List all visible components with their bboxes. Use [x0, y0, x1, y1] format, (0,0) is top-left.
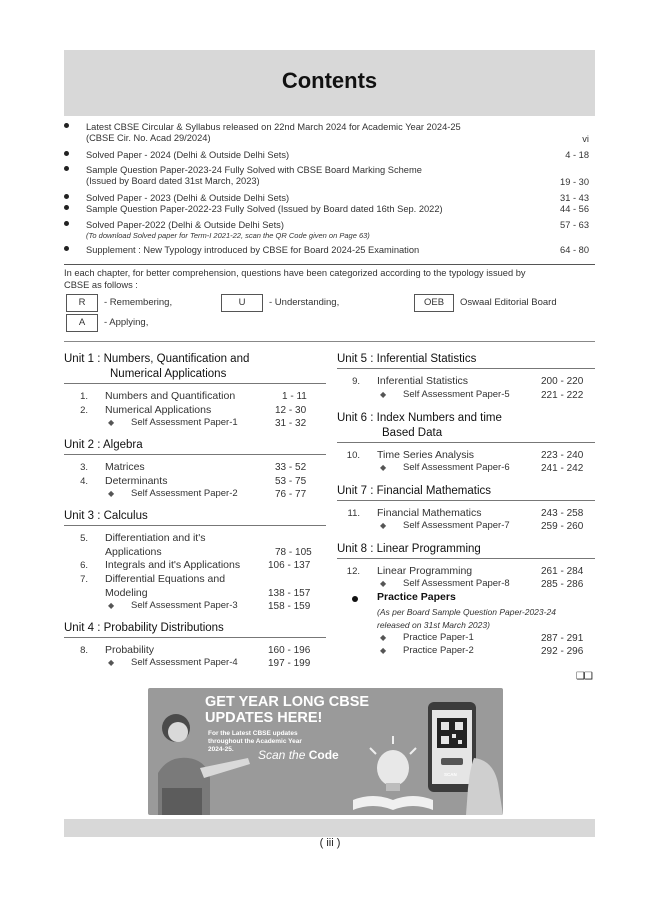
banner-note-line: throughout the Academic Year: [208, 738, 302, 745]
chapter-number: 6.: [80, 560, 88, 571]
page-title: Contents: [281, 68, 378, 93]
page-range: 4 - 18: [565, 150, 589, 160]
self-assessment-title[interactable]: Self Assessment Paper-6: [403, 462, 510, 473]
chapter-number: 11.: [347, 508, 360, 519]
chapter-number: 12.: [346, 566, 360, 577]
chapter-number: 3.: [80, 462, 88, 473]
unit-rule: [337, 368, 595, 369]
page-range: 197 - 199: [268, 658, 311, 669]
unit-rule: [64, 454, 326, 455]
page-range: 31 - 32: [275, 418, 307, 429]
chapter-number: 8.: [80, 645, 88, 656]
bullet-icon: [64, 166, 69, 171]
page-range: 106 - 137: [268, 560, 311, 571]
diamond-icon: ◆: [108, 489, 115, 498]
self-assessment-title[interactable]: Self Assessment Paper-4: [131, 657, 238, 668]
chapter-number: 7.: [80, 574, 88, 585]
item-title: Sample Question Paper-2023-24 Fully Solved with CBSE Board Marking Scheme: [86, 165, 422, 175]
bullet-icon: [64, 151, 69, 156]
diamond-icon: ◆: [380, 521, 387, 530]
bullet-icon: [64, 205, 69, 210]
bullet-icon: [64, 194, 69, 199]
chapter-title[interactable]: Probability: [105, 644, 155, 656]
chapter-number: 4.: [80, 476, 88, 487]
bullet-icon: [352, 596, 358, 602]
end-marker-icon: ❑❑: [576, 671, 592, 682]
unit-rule: [64, 525, 326, 526]
page-range: 223 - 240: [541, 450, 584, 461]
typology-label: - Applying,: [104, 317, 149, 328]
practice-papers-heading[interactable]: Practice Papers: [377, 591, 456, 603]
page-range: 76 - 77: [275, 489, 307, 500]
chapter-number: 5.: [80, 533, 88, 544]
page-range: 57 - 63: [560, 220, 589, 230]
page-range: 287 - 291: [541, 633, 584, 644]
unit-heading: Unit 5 : Inferential Statistics: [337, 353, 477, 365]
page-range: 53 - 75: [275, 476, 307, 487]
page-range: 12 - 30: [275, 405, 307, 416]
diamond-icon: ◆: [108, 418, 115, 427]
item-title: Solved Paper - 2023 (Delhi & Outside Delhi Sets): [86, 193, 290, 203]
banner-title: [205, 694, 369, 726]
item-title: Solved Paper - 2024 (Delhi & Outside Delhi Sets): [86, 150, 290, 160]
page-range: 33 - 52: [275, 462, 307, 473]
banner-note-line: 2024-25.: [208, 746, 234, 753]
self-assessment-title[interactable]: Self Assessment Paper-7: [403, 520, 510, 531]
chapter-title[interactable]: Differential Equations and: [105, 573, 226, 585]
header-band: [64, 50, 595, 116]
practice-note: (As per Board Sample Question Paper-2023-24: [377, 607, 556, 617]
page-range: 31 - 43: [560, 193, 589, 203]
self-assessment-title[interactable]: Self Assessment Paper-3: [131, 600, 238, 611]
diamond-icon: ◆: [380, 390, 387, 399]
typology-label: - Remembering,: [104, 297, 173, 308]
diamond-icon: ◆: [380, 633, 387, 642]
bullet-icon: [64, 123, 69, 128]
page-range: 1 - 11: [282, 391, 307, 402]
typology-code-box: U: [221, 294, 263, 312]
unit-heading: Unit 2 : Algebra: [64, 439, 143, 451]
chapter-number: 10.: [346, 450, 360, 461]
unit-heading: Unit 3 : Calculus: [64, 510, 148, 522]
item-note: (To download Solved paper for Term-I 2021-22, scan the QR Code given on Page 63): [86, 231, 370, 240]
page-range: 261 - 284: [541, 566, 584, 577]
chapter-title[interactable]: Differentiation and it's: [105, 532, 206, 544]
chapter-title[interactable]: Integrals and it's Applications: [105, 559, 241, 571]
page-range: 221 - 222: [541, 390, 584, 401]
unit-heading-cont: Numerical Applications: [110, 368, 227, 380]
typology-text-line: In each chapter, for better comprehension, questions have been categorized according to the typology issued by: [64, 268, 526, 278]
page-range: 243 - 258: [541, 508, 584, 519]
item-title: Supplement : New Typology introduced by CBSE for Board 2024-25 Examination: [86, 245, 420, 255]
chapter-title[interactable]: Numbers and Quantification: [105, 390, 236, 402]
item-title: Latest CBSE Circular & Syllabus released on 22nd March 2024 for Academic Year 2024-25: [86, 122, 461, 132]
practice-paper-title[interactable]: Practice Paper-1: [403, 632, 474, 643]
page-range: 292 - 296: [541, 646, 584, 657]
phone-scan-button: SCAN: [444, 772, 457, 777]
page-range: 160 - 196: [268, 645, 311, 656]
page-range: 200 - 220: [541, 376, 584, 387]
banner-title-line: GET YEAR LONG CBSE: [205, 694, 370, 710]
page-number: ( iii ): [319, 837, 341, 849]
unit-rule: [64, 637, 326, 638]
chapter-title[interactable]: Linear Programming: [377, 565, 473, 577]
self-assessment-title[interactable]: Self Assessment Paper-8: [403, 578, 510, 589]
practice-note: released on 31st March 2023): [377, 620, 490, 630]
page-range: 78 - 105: [275, 547, 312, 558]
page-range: 64 - 80: [560, 245, 589, 255]
self-assessment-title[interactable]: Self Assessment Paper-2: [131, 488, 238, 499]
chapter-title[interactable]: Numerical Applications: [105, 404, 212, 416]
unit-heading: Unit 4 : Probability Distributions: [64, 622, 224, 634]
bullet-icon: [64, 221, 69, 226]
unit-rule: [337, 500, 595, 501]
chapter-title[interactable]: Matrices: [105, 461, 145, 473]
practice-paper-title[interactable]: Practice Paper-2: [403, 645, 474, 656]
page-range: 44 - 56: [560, 204, 589, 214]
scan-the: the: [285, 748, 309, 762]
footer-band: [64, 819, 595, 837]
page-range: 241 - 242: [541, 463, 584, 474]
page-range: 158 - 159: [268, 601, 311, 612]
self-assessment-title[interactable]: Self Assessment Paper-1: [131, 417, 238, 428]
diamond-icon: ◆: [108, 601, 115, 610]
self-assessment-title[interactable]: Self Assessment Paper-5: [403, 389, 510, 400]
item-subtitle: (CBSE Cir. No. Acad 29/2024): [86, 133, 211, 143]
promo-banner[interactable]: [148, 688, 503, 815]
typology-label: Oswaal Editorial Board: [460, 297, 557, 308]
divider: [64, 341, 595, 342]
diamond-icon: ◆: [380, 579, 387, 588]
unit-heading: Unit 7 : Financial Mathematics: [337, 485, 492, 497]
chapter-title[interactable]: Time Series Analysis: [377, 449, 475, 461]
divider: [64, 264, 595, 265]
chapter-title-cont: Modeling: [105, 587, 148, 599]
page-range: 285 - 286: [541, 579, 584, 590]
scan-cta[interactable]: [258, 748, 339, 762]
typology-code-box: R: [66, 294, 98, 312]
unit-rule: [64, 383, 326, 384]
unit-heading: Unit 6 : Index Numbers and time: [337, 412, 502, 424]
diamond-icon: ◆: [108, 658, 115, 667]
item-title: Sample Question Paper-2022-23 Fully Solved (Issued by Board dated 16th Sep. 2022): [86, 204, 443, 214]
typology-intro: [64, 267, 595, 291]
unit-rule: [337, 558, 595, 559]
typology-code-box: OEB: [414, 294, 454, 312]
diamond-icon: ◆: [380, 463, 387, 472]
page-range: 138 - 157: [268, 588, 311, 599]
page-range: 259 - 260: [541, 521, 584, 532]
banner-title-line: UPDATES HERE!: [205, 710, 323, 726]
chapter-title[interactable]: Determinants: [105, 475, 168, 487]
scan-word: Scan: [258, 748, 286, 762]
unit-heading: Unit 8 : Linear Programming: [337, 543, 481, 555]
chapter-title-cont: Applications: [105, 546, 162, 558]
chapter-title[interactable]: Inferential Statistics: [377, 375, 469, 387]
unit-heading: Unit 1 : Numbers, Quantification and: [64, 353, 250, 365]
unit-rule: [337, 442, 595, 443]
chapter-number: 1.: [80, 391, 88, 402]
banner-note-line: For the Latest CBSE updates: [208, 730, 298, 737]
chapter-title[interactable]: Financial Mathematics: [377, 507, 482, 519]
typology-code-box: A: [66, 314, 98, 332]
item-title: Solved Paper-2022 (Delhi & Outside Delhi Sets): [86, 220, 284, 230]
typology-label: - Understanding,: [269, 297, 340, 308]
scan-code-word: Code: [308, 748, 339, 762]
page-range: 19 - 30: [560, 177, 589, 187]
item-subtitle: (Issued by Board dated 31st March, 2023): [86, 176, 260, 186]
bullet-icon: [64, 246, 69, 251]
chapter-number: 9.: [352, 376, 360, 387]
page-range: vi: [582, 134, 589, 144]
typology-text-line: CBSE as follows :: [64, 280, 138, 290]
unit-heading-cont: Based Data: [382, 427, 443, 439]
diamond-icon: ◆: [380, 646, 387, 655]
chapter-number: 2.: [80, 405, 88, 416]
